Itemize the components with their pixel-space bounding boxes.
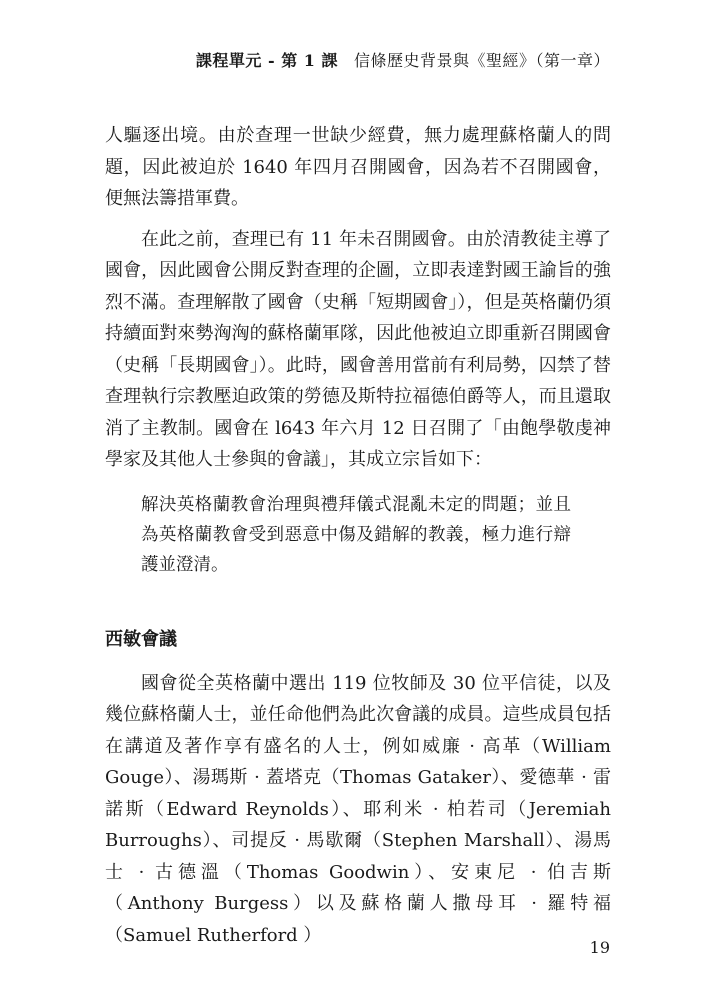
block-quote: 解決英格蘭教會治理與禮拜儀式混亂未定的問題；並且為英格蘭教會受到惡意中傷及錯解的教義，極力進行辯護並澄清。: [141, 494, 571, 575]
body-text: [105, 120, 611, 951]
header-course: 課程單元 - 第 1 課: [195, 51, 338, 70]
running-header: [196, 48, 610, 71]
header-topic: 信條歷史背景與《聖經》（第一章）: [353, 51, 610, 70]
page-number: 19: [589, 938, 610, 957]
paragraph-continued: 人驅逐出境。由於查理一世缺少經費，無力處理蘇格蘭人的問題，因此被迫於 1640 年四月召開國會，因為若不召開國會，便無法籌措軍費。: [105, 125, 611, 209]
section-title: 西敏會議: [105, 628, 177, 650]
paragraph-assembly: 國會從全英格蘭中選出 119 位牧師及 30 位平信徒，以及幾位蘇格蘭人士，並任命他們為此次會議的成員。這些成員包括在講道及著作享有盛名的人士，例如威廉 · 高革（William Gouge）、湯瑪斯 · 蓋塔克（Thomas Gataker）、愛德華 · 雷諾斯（Edward Reynolds）、耶利米 · 柏若司（Jeremiah Burroughs）、司提反 · 馬歇爾（Stephen Marshall）、湯馬士 · 古德溫（Thomas Goodwin）、安東尼 · 伯吉斯（Anthony Burgess）以及蘇格蘭人撒母耳 · 羅特福（Samuel Rutherford ）: [105, 672, 611, 946]
paragraph-parliament: 在此之前，查理已有 11 年未召開國會。由於清教徒主導了國會，因此國會公開反對查理的企圖，立即表達對國王諭旨的強烈不滿。查理解散了國會（史稱「短期國會」），但是英格蘭仍須持續面對來勢洶洶的蘇格蘭軍隊，因此他被迫立即重新召開國會（史稱「長期國會」）。此時，國會善用當前有利局勢，囚禁了替查理執行宗教壓迫政策的勞德及斯特拉福德伯爵等人，而且還取消了主教制。國會在 l643 年六月 12 日召開了「由飽學敬虔神學家及其他人士參與的會議」，其成立宗旨如下：: [105, 228, 611, 470]
